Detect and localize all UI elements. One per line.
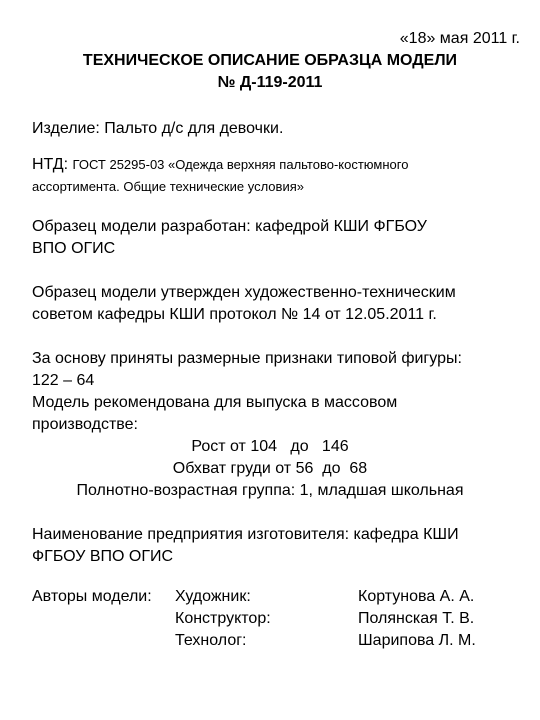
approved-block: [32, 282, 522, 326]
product-line: Изделие: Пальто д/с для девочки.: [32, 120, 284, 137]
basis-block: [32, 348, 522, 436]
ntd-line-2: ассортимента. Общие технические условия»: [32, 179, 304, 194]
basis-line-4: производстве:: [32, 416, 138, 433]
role-artist: Художник:: [175, 588, 251, 605]
author-name: Полянская Т. В.: [358, 610, 475, 627]
developed-line-2: ВПО ОГИС: [32, 240, 116, 257]
author-name: Шарипова Л. М.: [358, 632, 476, 649]
age-group: Полнотно-возрастная группа: 1, младшая школьная: [76, 482, 464, 499]
ntd-block: [32, 154, 522, 198]
basis-line-2: 122 – 64: [32, 372, 95, 389]
height-range: Рост от 104 до 146: [191, 438, 349, 455]
manufacturer-block: [32, 524, 522, 568]
manufacturer-line-1: Наименование предприятия изготовителя: кафедра КШИ: [32, 526, 459, 543]
role-technologist: Технолог:: [175, 632, 247, 649]
basis-line-3: Модель рекомендована для выпуска в массовом: [32, 394, 398, 411]
authors-roles: [175, 586, 271, 652]
developed-block: [32, 216, 522, 260]
document-number: № Д-119-2011: [217, 74, 323, 91]
authors-label: Авторы модели:: [32, 588, 152, 605]
approved-line-1: Образец модели утвержден художественно-техническим: [32, 284, 456, 301]
authors-names: [358, 586, 476, 652]
author-name: Кортунова А. А.: [358, 588, 475, 605]
chest-range: Обхват груди от 56 до 68: [172, 460, 368, 477]
ntd-label: НТД:: [32, 156, 73, 173]
document-title: ТЕХНИЧЕСКОЕ ОПИСАНИЕ ОБРАЗЦА МОДЕЛИ: [82, 52, 458, 69]
developed-line-1: Образец модели разработан: кафедрой КШИ ФГБОУ: [32, 218, 427, 235]
document-date: «18» мая 2011 г.: [399, 30, 520, 47]
ntd-line-1: ГОСТ 25295-03 «Одежда верхняя пальтово-костюмного: [72, 157, 409, 172]
approved-line-2: советом кафедры КШИ протокол № 14 от 12.05.2011 г.: [32, 306, 437, 323]
basis-line-1: За основу приняты размерные признаки типовой фигуры:: [32, 350, 462, 367]
role-constructor: Конструктор:: [175, 610, 271, 627]
manufacturer-line-2: ФГБОУ ВПО ОГИС: [32, 548, 174, 565]
